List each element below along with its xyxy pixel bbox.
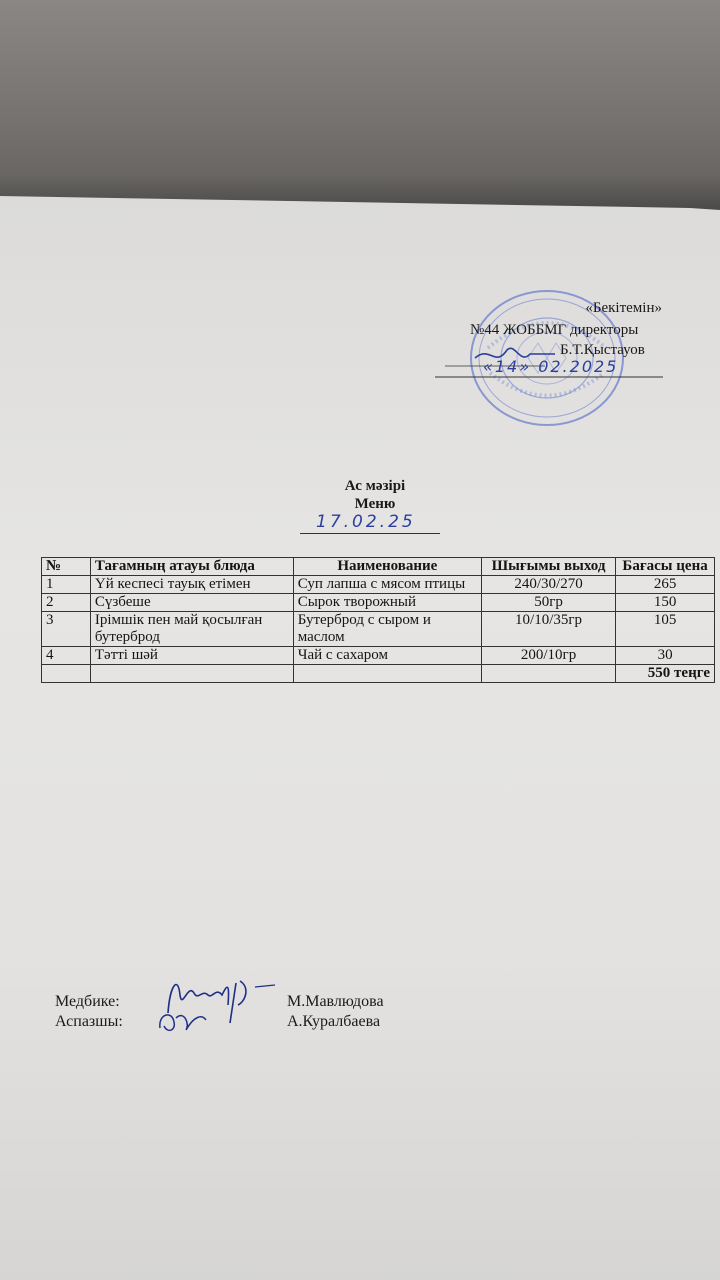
total-empty-cell xyxy=(90,665,293,683)
row-dish-kazakh: Сүзбеше xyxy=(90,594,293,612)
table-row xyxy=(42,612,715,647)
row-output: 10/10/35гр xyxy=(481,612,615,647)
cook-label: Аспазшы: xyxy=(55,1013,123,1030)
total-empty-cell xyxy=(481,665,615,683)
approval-director-name: Б.Т.Қыстауов xyxy=(560,342,645,358)
row-number: 2 xyxy=(42,594,91,612)
cook-name: А.Куралбаева xyxy=(287,1013,381,1030)
row-dish-russian: Бутерброд с сыром и маслом xyxy=(293,612,481,647)
header-dish-russian: Наименование xyxy=(293,558,481,576)
header-dish-kazakh: Тағамның атауы блюда xyxy=(90,558,293,576)
row-dish-kazakh: Үй кеспесі тауық етімен xyxy=(90,576,293,594)
header-output: Шығымы выход xyxy=(481,558,615,576)
row-price: 105 xyxy=(616,612,715,647)
title-russian: Меню xyxy=(354,496,396,512)
nurse-name: М.Мавлюдова xyxy=(287,993,384,1010)
row-price: 265 xyxy=(616,576,715,594)
row-dish-russian: Сырок творожный xyxy=(293,594,481,612)
table-total-row xyxy=(42,665,715,683)
cook-signature xyxy=(150,1000,220,1040)
approval-heading: «Бекітемін» xyxy=(585,300,662,316)
row-price: 150 xyxy=(616,594,715,612)
menu-date: 17.02.25 xyxy=(316,512,416,532)
approval-position: №44 ЖОББМГ директоры xyxy=(470,322,639,338)
row-number: 3 xyxy=(42,612,91,647)
approval-date: «14» 02.2025 xyxy=(483,357,619,376)
table-row xyxy=(42,576,715,594)
row-output: 50гр xyxy=(481,594,615,612)
row-dish-russian: Суп лапша с мясом птицы xyxy=(293,576,481,594)
row-output: 200/10гр xyxy=(481,647,615,665)
row-dish-kazakh: Тәтті шәй xyxy=(90,647,293,665)
row-number: 4 xyxy=(42,647,91,665)
nurse-label: Медбике: xyxy=(55,993,120,1010)
table-row xyxy=(42,594,715,612)
total-price: 550 теңге xyxy=(616,665,715,683)
menu-table xyxy=(41,557,715,683)
row-output: 240/30/270 xyxy=(481,576,615,594)
row-dish-kazakh: Ірімшік пен май қосылған бутерброд xyxy=(90,612,293,647)
total-empty-cell xyxy=(42,665,91,683)
row-number: 1 xyxy=(42,576,91,594)
row-dish-russian: Чай с сахаром xyxy=(293,647,481,665)
header-price: Бағасы цена xyxy=(616,558,715,576)
date-underline xyxy=(300,533,440,534)
row-price: 30 xyxy=(616,647,715,665)
table-header-row xyxy=(42,558,715,576)
title-kazakh: Ас мәзірі xyxy=(344,478,406,494)
table-row xyxy=(42,647,715,665)
total-empty-cell xyxy=(293,665,481,683)
header-number: № xyxy=(42,558,91,576)
